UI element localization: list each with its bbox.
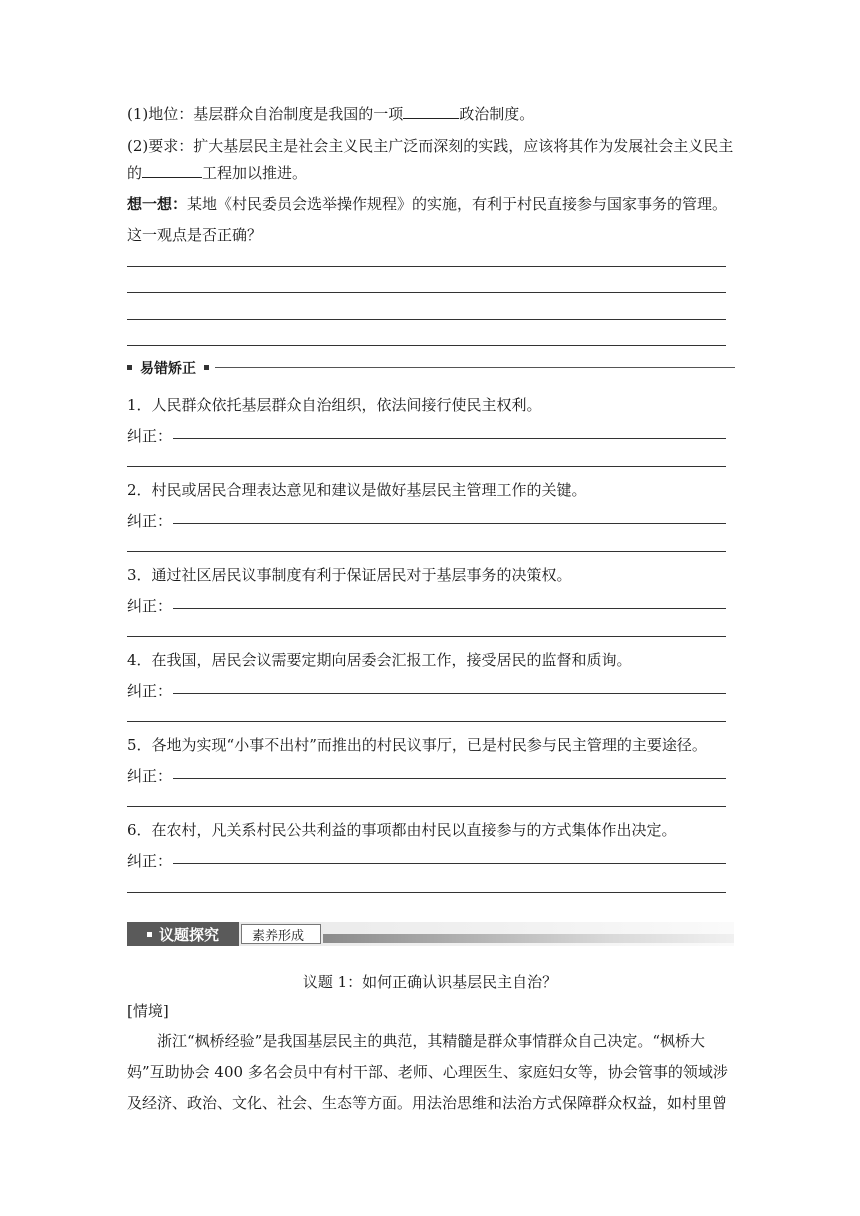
think-label: 想一想： <box>127 195 188 213</box>
answer-line[interactable] <box>127 345 726 346</box>
think-text: 某地《村民委员会选举操作规程》的实施，有利于村民直接参与国家事务的管理。 <box>187 195 728 213</box>
correction-answer-line[interactable] <box>127 636 726 637</box>
correction-label: 纠正： <box>127 512 173 530</box>
correction-label: 纠正： <box>127 427 173 445</box>
item-2-suffix: 工程加以推进。 <box>202 164 308 182</box>
correction-answer-line[interactable] <box>173 863 726 864</box>
answer-line[interactable] <box>127 292 726 293</box>
topic-title: 议题 1：如何正确认识基层民主自治？ <box>302 973 558 991</box>
item-1-suffix: 政治制度。 <box>459 105 535 123</box>
correction-answer-line[interactable] <box>127 806 726 807</box>
item-2-prefix: 的 <box>127 164 143 182</box>
correction-item-4: 4．在我国，居民会议需要定期向居委会汇报工作，接受居民的监督和质询。 <box>127 651 632 669</box>
fill-blank-2[interactable] <box>142 163 202 178</box>
banner-gradient-bar <box>323 934 734 943</box>
item-2-line-2 <box>127 163 307 183</box>
context-label: [情境] <box>127 1002 169 1020</box>
context-paragraph-line-1: 浙江“枫桥经验”是我国基层民主的典范，其精髓是群众事情群众自己决定。“枫桥大 <box>157 1032 706 1050</box>
banner-sub-label: 素养形成 <box>252 929 305 944</box>
fill-blank-1[interactable] <box>403 104 459 119</box>
correction-answer-line[interactable] <box>173 778 726 779</box>
context-paragraph-line-2: 妈”互助协会 400 多名会员中有村干部、老师、心理医生、家庭妇女等，协会管事的领域涉 <box>127 1063 728 1081</box>
banner-main-label: 议题探究 <box>159 926 220 944</box>
square-bullet-icon <box>127 365 132 370</box>
square-bullet-icon <box>204 365 209 370</box>
correction-label: 纠正： <box>127 767 173 785</box>
section-divider <box>215 367 735 368</box>
topic-exploration-banner <box>127 922 734 946</box>
correction-item-5: 5．各地为实现“小事不出村”而推出的村民议事厅，已是村民参与民主管理的主要途径。 <box>127 736 707 754</box>
correction-label: 纠正： <box>127 682 173 700</box>
correction-item-6: 6．在农村，凡关系村民公共利益的事项都由村民以直接参与的方式集体作出决定。 <box>127 821 677 839</box>
banner-main-tag <box>127 922 239 946</box>
item-2-line-1: (2)要求：扩大基层民主是社会主义民主广泛而深刻的实践，应该将其作为发展社会主义民主 <box>127 137 734 155</box>
correction-section-header <box>127 358 735 378</box>
think-line-1 <box>127 194 727 214</box>
correction-answer-line[interactable] <box>127 892 726 893</box>
correction-answer-line[interactable] <box>173 438 726 439</box>
correction-answer-line[interactable] <box>127 551 726 552</box>
correction-answer-line[interactable] <box>173 608 726 609</box>
correction-answer-line[interactable] <box>127 466 726 467</box>
correction-label: 纠正： <box>127 852 173 870</box>
think-line-2: 这一观点是否正确？ <box>127 226 263 244</box>
correction-answer-line[interactable] <box>173 523 726 524</box>
correction-item-2: 2．村民或居民合理表达意见和建议是做好基层民主管理工作的关键。 <box>127 481 587 499</box>
correction-label: 纠正： <box>127 597 173 615</box>
correction-item-1: 1．人民群众依托基层群众自治组织，依法间接行使民主权利。 <box>127 396 542 414</box>
correction-answer-line[interactable] <box>173 693 726 694</box>
correction-item-3: 3．通过社区居民议事制度有利于保证居民对于基层事务的决策权。 <box>127 566 572 584</box>
banner-sub-tag <box>241 924 321 944</box>
section-title: 易错矫正 <box>140 361 196 377</box>
answer-line[interactable] <box>127 319 726 320</box>
item-1-line <box>127 104 534 124</box>
square-bullet-icon <box>147 932 152 937</box>
correction-answer-line[interactable] <box>127 721 726 722</box>
answer-line[interactable] <box>127 266 726 267</box>
context-paragraph-line-3: 及经济、政治、文化、社会、生态等方面。用法治思维和法治方式保障群众权益，如村里曾 <box>127 1094 728 1112</box>
item-1-prefix: (1)地位：基层群众自治制度是我国的一项 <box>127 105 404 123</box>
